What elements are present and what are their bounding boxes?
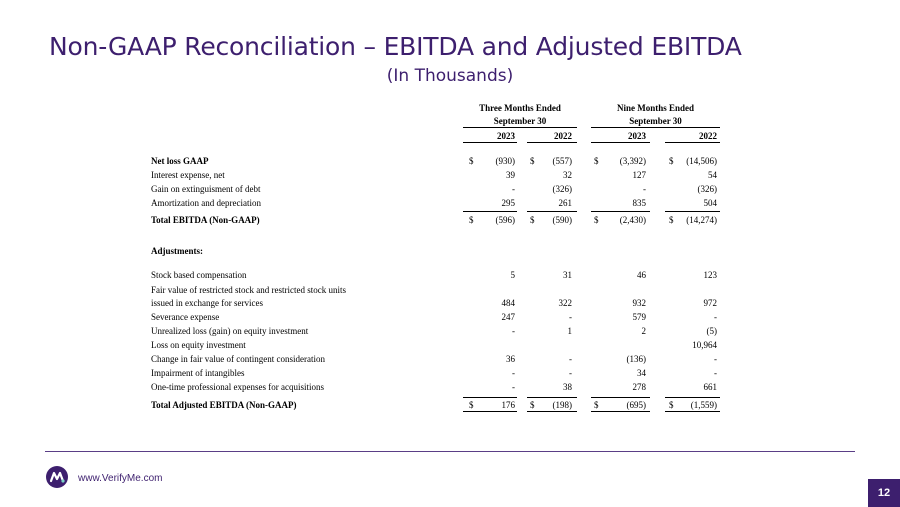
table-cell: (1,559) (690, 400, 717, 410)
table-cell: - (512, 184, 515, 194)
table-cell: 504 (703, 198, 717, 208)
row-label: Net loss GAAP (151, 156, 209, 166)
table-cell: (14,274) (686, 215, 717, 225)
total-top-rule (591, 397, 650, 398)
table-cell: 123 (703, 270, 717, 280)
table-cell: 484 (501, 298, 515, 308)
table-cell: - (512, 326, 515, 336)
currency-symbol: $ (594, 400, 599, 410)
table-cell: (198) (552, 400, 572, 410)
row-label: Stock based compensation (151, 270, 247, 280)
currency-symbol: $ (594, 156, 599, 166)
currency-symbol: $ (594, 215, 599, 225)
currency-symbol: $ (469, 215, 474, 225)
table-cell: 247 (501, 312, 515, 322)
year-header-underline (527, 142, 577, 143)
table-cell: (326) (697, 184, 717, 194)
year-header-underline (463, 142, 517, 143)
row-label: Fair value of restricted stock and restricted stock units (151, 285, 346, 295)
table-cell: (2,430) (619, 215, 646, 225)
table-cell: 176 (501, 400, 515, 410)
row-label: Interest expense, net (151, 170, 225, 180)
column-group-subheader: September 30 (493, 116, 547, 126)
table-cell: 2 (641, 326, 646, 336)
table-cell: - (714, 312, 717, 322)
row-label: issued in exchange for services (151, 298, 263, 308)
table-cell: (596) (495, 215, 515, 225)
page-title: Non-GAAP Reconciliation – EBITDA and Adjusted EBITDA (49, 32, 742, 61)
row-label: Loss on equity investment (151, 340, 246, 350)
table-cell: 31 (563, 270, 572, 280)
page-subtitle (0, 66, 900, 86)
row-label: Gain on extinguisment of debt (151, 184, 261, 194)
subtotal-rule (591, 211, 650, 212)
total-top-rule (665, 397, 720, 398)
subtotal-rule (527, 211, 577, 212)
table-cell: - (714, 368, 717, 378)
currency-symbol: $ (530, 156, 535, 166)
table-cell: (136) (626, 354, 646, 364)
year-header-underline (665, 142, 720, 143)
total-top-rule (527, 397, 577, 398)
table-cell: (3,392) (619, 156, 646, 166)
row-label: Unrealized loss (gain) on equity investment (151, 326, 309, 336)
table-cell: (590) (552, 215, 572, 225)
table-cell: (326) (552, 184, 572, 194)
footer-divider (45, 451, 855, 452)
page-number: 12 (868, 479, 900, 507)
verifyme-logo-icon (46, 466, 68, 488)
subtitle-text: (In Thousands) (386, 66, 514, 86)
currency-symbol: $ (669, 400, 674, 410)
currency-symbol: $ (669, 156, 674, 166)
table-cell: (5) (706, 326, 717, 336)
table-cell: 34 (637, 368, 646, 378)
row-label: Severance expense (151, 312, 220, 322)
table-cell: 1 (567, 326, 572, 336)
year-header: 2023 (497, 131, 515, 141)
table-cell: - (714, 354, 717, 364)
subtotal-rule (463, 211, 517, 212)
table-cell: 46 (637, 270, 646, 280)
row-label: One-time professional expenses for acquisitions (151, 382, 324, 392)
year-header: 2022 (554, 131, 572, 141)
total-bottom-rule (665, 411, 720, 412)
table-cell: 835 (632, 198, 646, 208)
table-cell: - (643, 184, 646, 194)
table-cell: 295 (501, 198, 515, 208)
currency-symbol: $ (669, 215, 674, 225)
subtotal-rule (665, 211, 720, 212)
table-cell: 38 (563, 382, 572, 392)
table-cell: (14,506) (686, 156, 717, 166)
currency-symbol: $ (530, 400, 535, 410)
group-header-underline (591, 127, 720, 128)
table-cell: 39 (506, 170, 515, 180)
currency-symbol: $ (469, 156, 474, 166)
website-link[interactable]: www.VerifyMe.com (78, 473, 163, 484)
table-cell: (695) (626, 400, 646, 410)
column-group-subheader: September 30 (629, 116, 682, 126)
row-label: Change in fair value of contingent consideration (151, 354, 325, 364)
column-group-header: Nine Months Ended (616, 103, 695, 113)
table-cell: (557) (552, 156, 572, 166)
row-label: Impairment of intangibles (151, 368, 245, 378)
currency-symbol: $ (530, 215, 535, 225)
table-cell: - (569, 354, 572, 364)
currency-symbol: $ (469, 400, 474, 410)
table-cell: - (569, 368, 572, 378)
group-header-underline (463, 127, 577, 128)
column-group-header: Three Months Ended (479, 103, 561, 113)
table-cell: 932 (632, 298, 646, 308)
table-cell: 579 (632, 312, 646, 322)
table-cell: 278 (632, 382, 646, 392)
table-cell: - (512, 368, 515, 378)
row-label: Total Adjusted EBITDA (Non-GAAP) (151, 400, 297, 410)
table-cell: 32 (563, 170, 572, 180)
table-cell: 972 (703, 298, 717, 308)
table-cell: 261 (558, 198, 572, 208)
total-bottom-rule (527, 411, 577, 412)
year-header: 2023 (628, 131, 646, 141)
table-cell: 661 (703, 382, 717, 392)
year-header: 2022 (699, 131, 717, 141)
row-label: Adjustments: (151, 246, 204, 256)
table-cell: (930) (495, 156, 515, 166)
table-cell: 322 (558, 298, 572, 308)
table-cell: 36 (506, 354, 515, 364)
table-cell: - (512, 382, 515, 392)
row-label: Amortization and depreciation (151, 198, 261, 208)
row-label: Total EBITDA (Non-GAAP) (151, 215, 260, 225)
total-bottom-rule (591, 411, 650, 412)
total-bottom-rule (463, 411, 517, 412)
table-cell: 127 (632, 170, 646, 180)
table-cell: 5 (510, 270, 515, 280)
table-cell: 10,964 (692, 340, 717, 350)
year-header-underline (591, 142, 650, 143)
table-cell: 54 (708, 170, 717, 180)
table-cell: - (569, 312, 572, 322)
total-top-rule (463, 397, 517, 398)
